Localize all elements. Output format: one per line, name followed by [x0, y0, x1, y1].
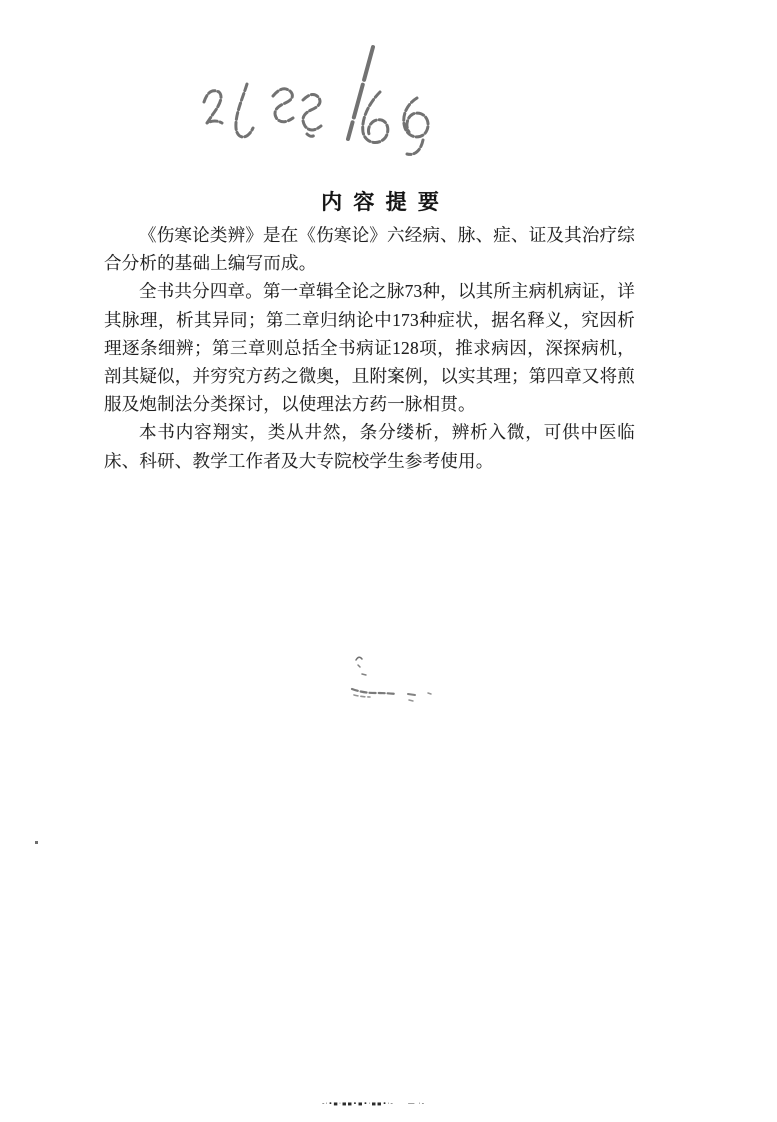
handwritten-number — [195, 40, 445, 175]
paragraph-chapters: 全书共分四章。第一章辑全论之脉73种，以其所主病机病证，详其脉理，析其异同；第二章归纳论中173种症状，据名释义，究因析理逐条细辨；第三章则总括全书病证128项，推求病因，深探病机，剖其疑似，并穷究方药之微奥，且附案例，以实其理；第四章又将煎服及炮制法分类探讨，以使理法方药一脉相贯。 — [104, 281, 635, 415]
printer-code-line — [322, 1101, 425, 1108]
paragraph-audience: 本书内容翔实，类从井然，条分缕析，辨析入微，可供中医临床、科研、教学工作者及大专院校学生参考使用。 — [104, 422, 635, 471]
paragraph-intro: 《伤寒论类辨》是在《伤寒论》六经病、脉、症、证及其治疗综合分析的基础上编写而成。 — [104, 225, 635, 274]
scan-speck — [35, 841, 38, 844]
printer-code-right: — ·- — [407, 1100, 425, 1108]
page-title: 内 容 提 要 — [321, 190, 442, 214]
summary-text-block — [104, 221, 635, 475]
printer-code-left: -·•▪·▪▪•▪•·▪▪•·- — [322, 1100, 394, 1108]
